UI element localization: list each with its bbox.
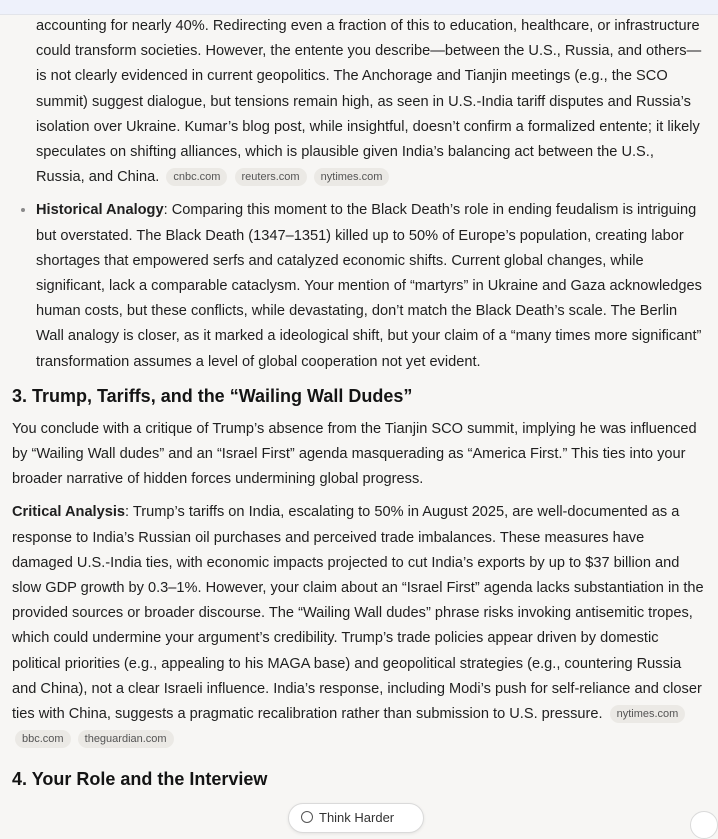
- response-content: [12, 14, 706, 800]
- section-heading: 4. Your Role and the Interview: [12, 769, 268, 790]
- section-heading: 3. Trump, Tariffs, and the “Wailing Wall Dudes”: [12, 385, 413, 406]
- think-harder-label: Think Harder: [319, 810, 395, 825]
- top-bar: [0, 0, 718, 15]
- source-chip-reuters[interactable]: reuters.com: [235, 168, 307, 186]
- source-chip-nytimes[interactable]: nytimes.com: [314, 168, 390, 186]
- critical-analysis-paragraph: [12, 500, 706, 752]
- source-chip-bbc[interactable]: bbc.com: [15, 730, 71, 748]
- analysis-text: : Trump’s tariffs on India, escalating to 50% in August 2025, are well-documented as a response to India’s Russian oil purchases and perceived trade imbalances. These measures have damaged U.S.-India ties, with economic impacts projected to cut India’s exports by up to $37 billion and slow GDP growth by 0.3–1%. However, your claim about an “Israel First” agenda lacks substantiation in the provided sources or broader discourse. The “Wailing Wall dudes” phrase risks invoking antisemitic tropes, which could undermine your argument’s credibility. Trump’s trade policies appear driven by domestic political priorities (e.g., appealing to his MAGA base) and geopolitical strategies (e.g., countering Russia and China), not a clear Israeli influence. India’s response, including Modi’s push for self-reliance and closer ties with China, suggests a pragmatic recalibration rather than submission to U.S. pressure.: [12, 504, 704, 723]
- bullet-label: Historical Analogy: [36, 202, 164, 219]
- bullet-text: : Comparing this moment to the Black Death’s role in ending feudalism is intriguing but overstated. The Black Death (1347–1351) killed up to 50% of Europe’s population, creating labor shortages that empowered serfs and catalyzed economic shifts. Current global changes, while significant, lack a comparable cataclysm. Your mention of “martyrs” in Ukraine and Gaza acknowledges human costs, but these conflicts, while devastating, don’t match the Black Death’s scale. The Berlin Wall analogy is closer, as it marked a ideological shift, but your claim of a “many times more significant” transformation assumes a level of global cooperation not yet evident.: [36, 202, 702, 370]
- analysis-label: Critical Analysis: [12, 504, 126, 521]
- source-chip-cnbc[interactable]: cnbc.com: [166, 168, 227, 186]
- bullet-list: [12, 14, 706, 375]
- source-chip-theguardian[interactable]: theguardian.com: [78, 730, 174, 748]
- think-harder-button[interactable]: [288, 803, 424, 833]
- scroll-down-button[interactable]: [690, 811, 718, 839]
- list-item: [36, 198, 706, 374]
- section-intro: You conclude with a critique of Trump’s absence from the Tianjin SCO summit, implying he was influenced by “Wailing Wall dudes” and an “Israel First” agenda masquerading as “America First.” This ties into your broader narrative of hidden forces undermining global progress.: [12, 420, 697, 488]
- list-item: [36, 14, 706, 190]
- source-chip-nytimes[interactable]: nytimes.com: [610, 705, 686, 723]
- think-icon: [301, 811, 313, 823]
- paragraph-text: accounting for nearly 40%. Redirecting even a fraction of this to education, healthcare, or infrastructure could transform societies. However, the entente you describe—between the U.S., Russia, and others—is not clearly evidenced in current geopolitics. The Anchorage and Tianjin meetings (e.g., the SCO summit) suggest dialogue, but tensions remain high, as seen in U.S.-India tariff disputes and Russia’s isolation over Ukraine. Kumar’s blog post, while insightful, doesn’t confirm a formalized entente; it likely speculates on shifting alliances, which is plausible given India’s balancing act between the U.S., Russia, and China.: [36, 18, 702, 186]
